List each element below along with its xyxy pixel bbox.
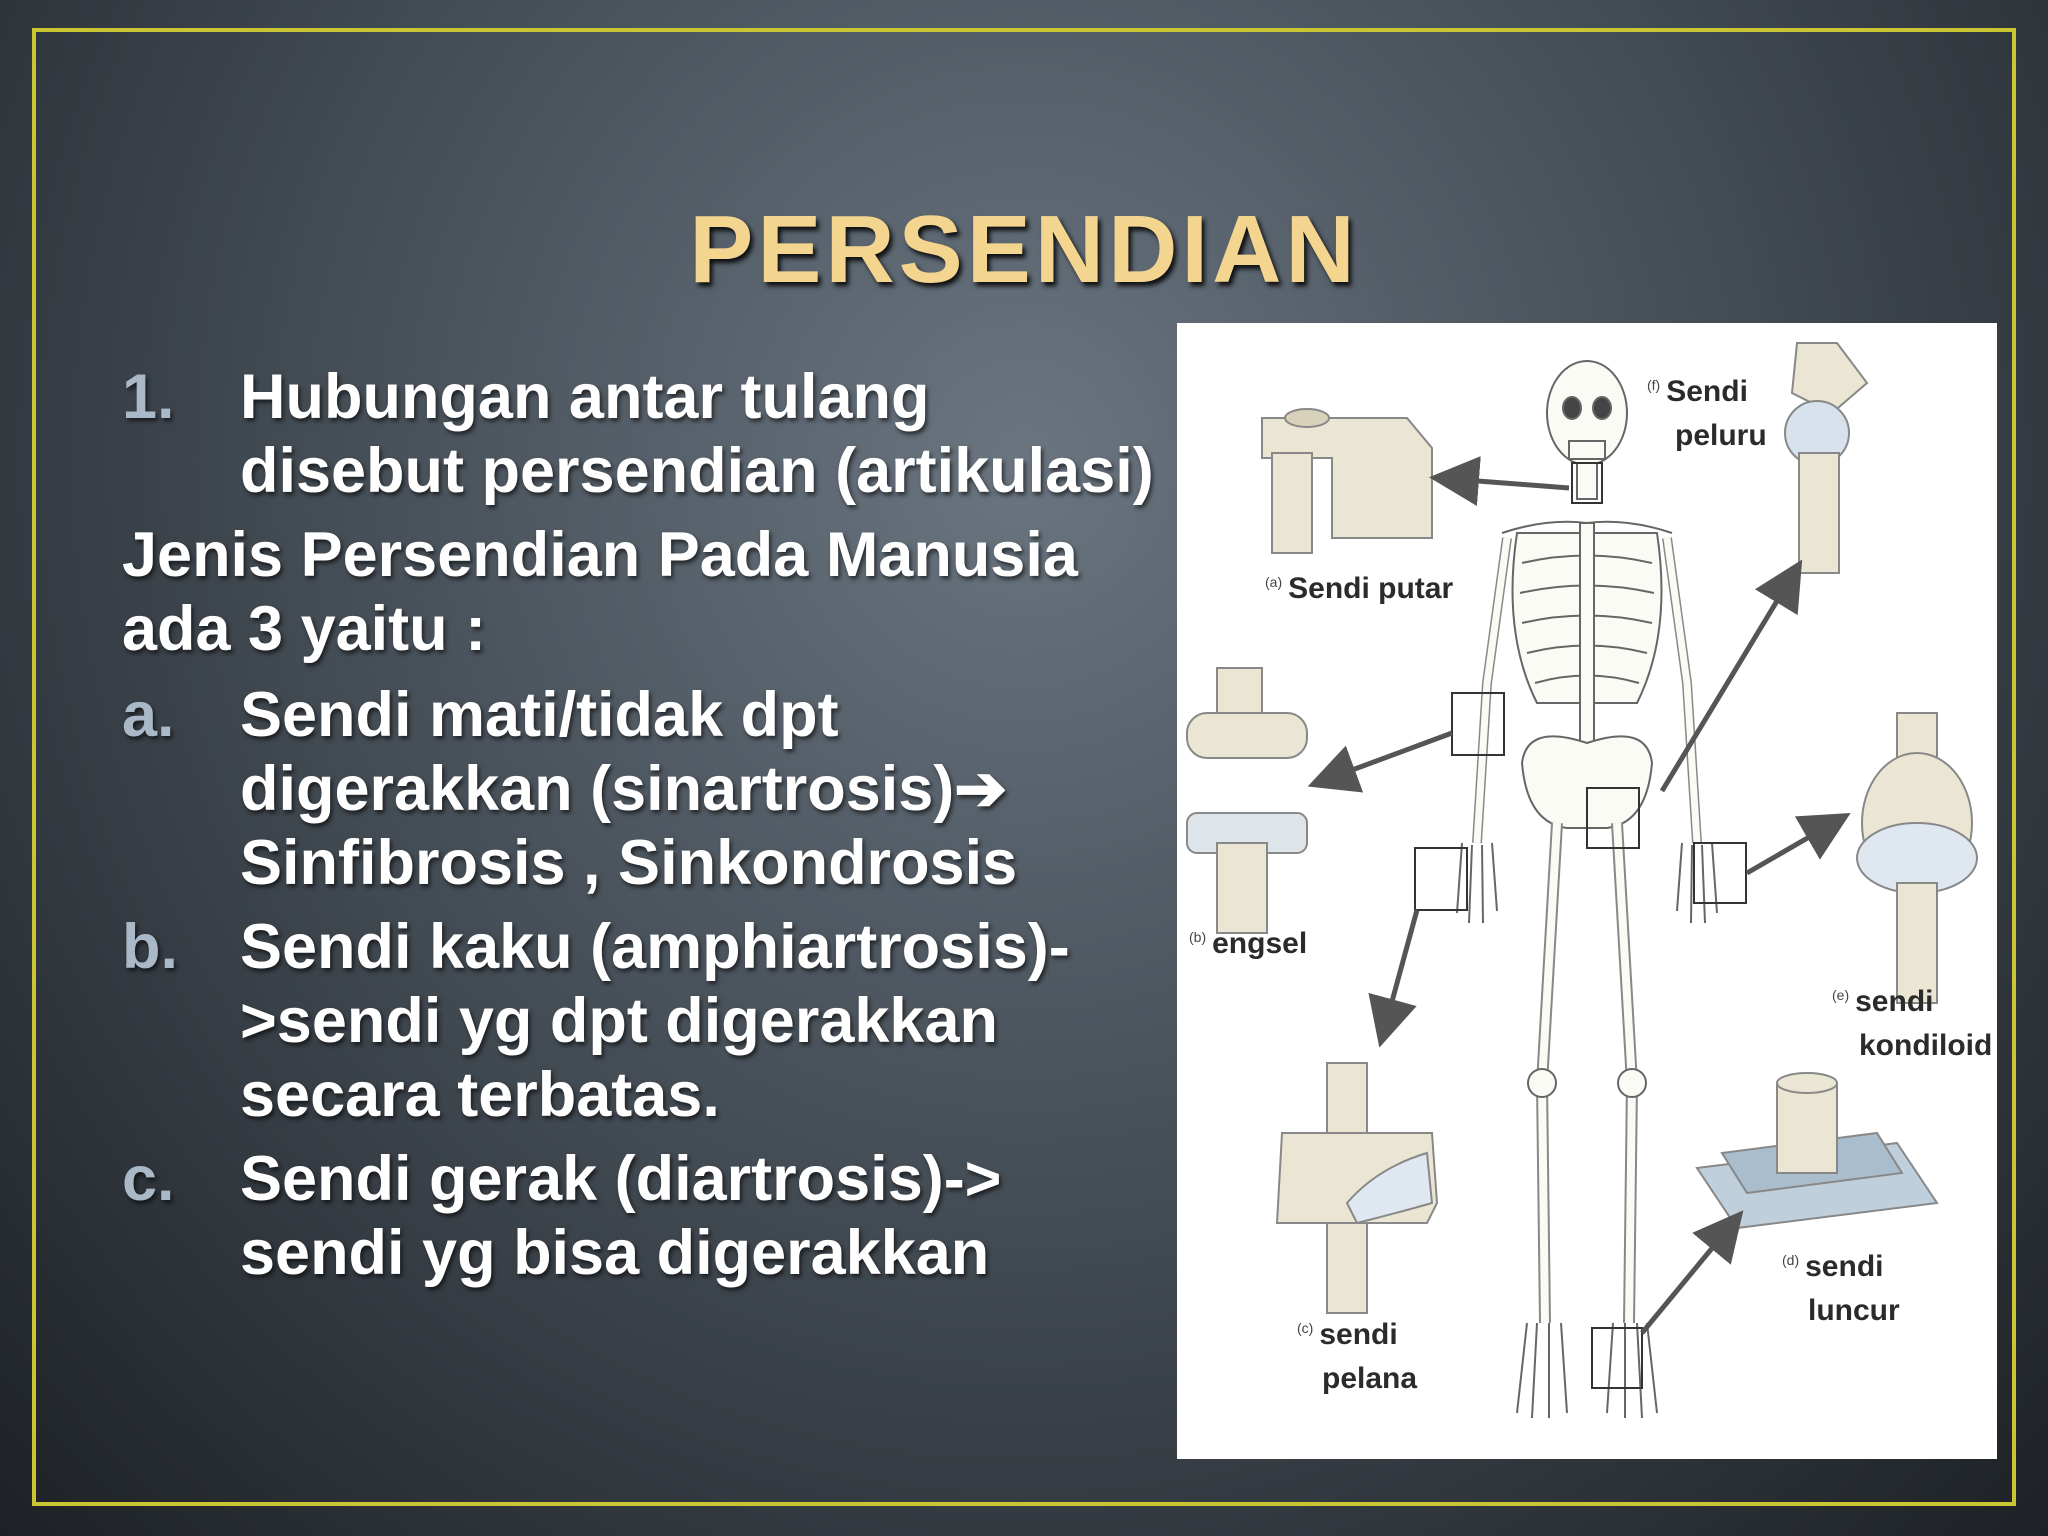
list-item-text: Sendi mati/tidak dpt digerakkan (sinartrosis)➔ Sinfibrosis , Sinkondrosis (240, 680, 1018, 898)
label-pivot-joint (1265, 560, 1453, 611)
list-item (122, 910, 1162, 1132)
list-item (122, 360, 1162, 508)
list-item (122, 1142, 1162, 1290)
label-letter: (e) (1832, 987, 1850, 1003)
list-item-text: Hubungan antar tulang disebut persendian (artikulasi) (240, 362, 1154, 506)
label-hinge-joint (1189, 915, 1307, 966)
label-letter: (d) (1782, 1252, 1800, 1268)
label-text: kondiloid (1859, 1029, 1993, 1062)
label-text: sendi (1319, 1318, 1398, 1351)
label-text: engsel (1212, 927, 1308, 960)
list-item-text: Sendi gerak (diartrosis)-> sendi yg bisa digerakkan (240, 1144, 1002, 1288)
label-text: luncur (1808, 1294, 1900, 1327)
label-ball-socket-joint (1647, 363, 1767, 458)
list-marker: b. (122, 912, 178, 982)
label-condyloid-joint (1832, 973, 1992, 1068)
slide-title: PERSENDIAN (689, 196, 1359, 303)
label-text: Sendi putar (1288, 572, 1454, 605)
joint-types-figure (1177, 323, 1997, 1459)
label-text: Sendi (1666, 375, 1748, 408)
list-item-text: Sendi kaku (amphiartrosis)->sendi yg dpt digerakkan secara terbatas. (240, 912, 1070, 1130)
list-marker: 1. (122, 362, 175, 432)
label-text: sendi (1805, 1250, 1884, 1283)
label-letter: (f) (1647, 377, 1661, 393)
subtitle-paragraph: Jenis Persendian Pada Manusia ada 3 yaitu : (122, 520, 1078, 664)
label-letter: (a) (1265, 574, 1283, 590)
list-marker: a. (122, 680, 175, 750)
label-gliding-joint (1782, 1238, 1900, 1333)
list-marker: c. (122, 1144, 175, 1214)
label-text: sendi (1855, 985, 1934, 1018)
label-letter: (b) (1189, 929, 1207, 945)
list-item (122, 678, 1162, 900)
label-letter: (c) (1297, 1320, 1314, 1336)
slide-body (122, 360, 1162, 1300)
label-text: pelana (1322, 1362, 1418, 1395)
label-text: peluru (1675, 419, 1767, 452)
label-saddle-joint (1297, 1306, 1417, 1401)
